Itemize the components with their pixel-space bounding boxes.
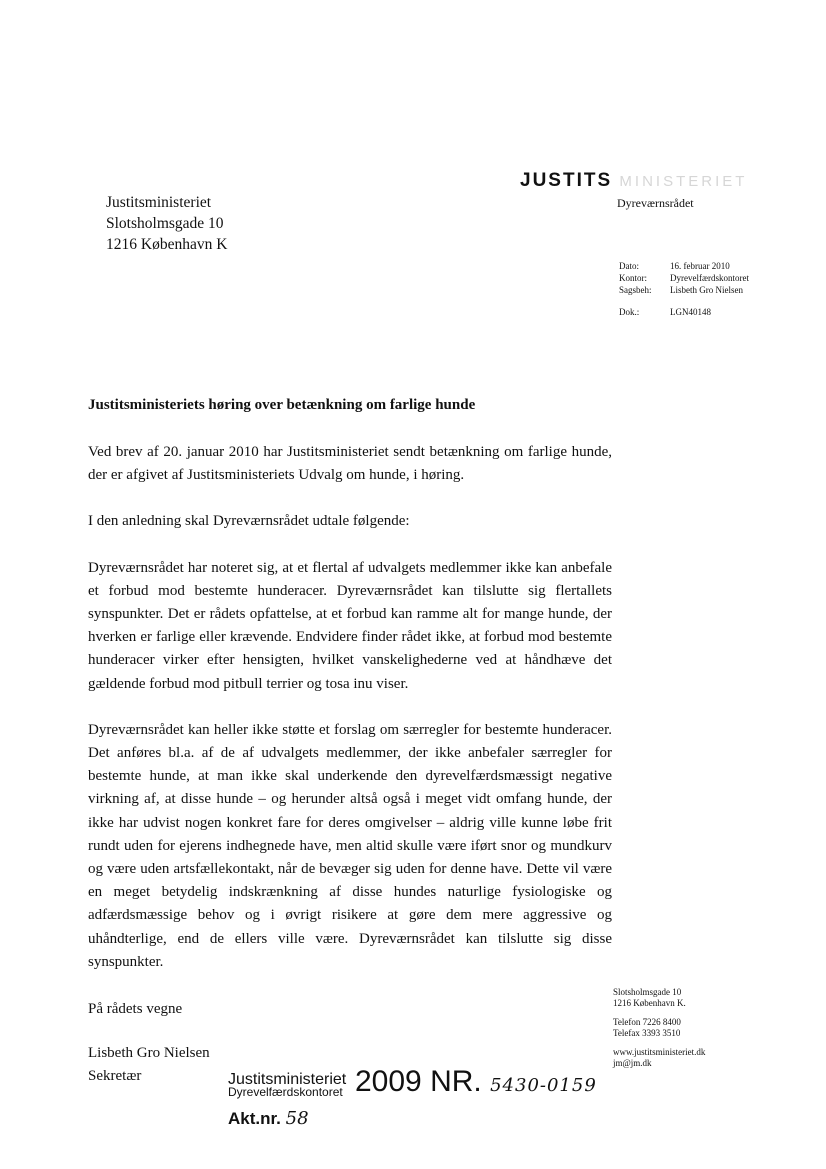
footer-address-2: 1216 København K.: [613, 998, 686, 1008]
department-name: Dyreværnsrådet: [617, 196, 694, 210]
meta-label: Kontor:: [619, 273, 647, 283]
footer-web: www.justitsministeriet.dk: [613, 1047, 706, 1057]
receipt-stamp-number: [355, 1065, 597, 1099]
meta-value: Lisbeth Gro Nielsen: [670, 285, 743, 295]
logo-light-text: MINISTERIET: [619, 173, 748, 190]
signature-block: [88, 998, 210, 1088]
footer-phone: Telefon 7226 8400: [613, 1017, 681, 1027]
logo-bold-text: JUSTITS: [520, 170, 613, 191]
stamp-office: Dyrevelfærdskontoret: [228, 1085, 343, 1099]
footer-email: jm@jm.dk: [613, 1058, 652, 1068]
meta-value: LGN40148: [670, 307, 711, 317]
recipient-address: [106, 192, 227, 255]
akt-number-stamp: [228, 1108, 309, 1129]
letter-subject: Justitsministeriets høring over betænkning om farlige hunde: [88, 397, 476, 413]
meta-value: Dyrevelfærdskontoret: [670, 273, 749, 283]
letter-body: [88, 441, 612, 997]
recipient-line-3: 1216 København K: [106, 236, 228, 253]
signer-title: Sekretær: [88, 1068, 142, 1084]
body-paragraph: Ved brev af 20. januar 2010 har Justitsministeriet sendt betænkning om farlige hunde, der er afgivet af Justitsministeriets Udvalg om hunde, i høring.: [88, 444, 612, 484]
letter-meta: [619, 260, 749, 318]
body-paragraph: I den anledning skal Dyreværnsrådet udtale følgende:: [88, 513, 410, 530]
meta-value: 16. februar 2010: [670, 261, 730, 271]
akt-number: 58: [285, 1108, 309, 1129]
recipient-line-1: Justitsministeriet: [106, 194, 212, 211]
meta-label: Dato:: [619, 261, 639, 271]
footer-fax: Telefax 3393 3510: [613, 1028, 681, 1038]
body-paragraph: Dyreværnsrådet kan heller ikke støtte et forslag om særregler for bestemte hunderacer. Det anføres bl.a. af de af udvalgets medlemmer, der ikke anbefaler særregler for bestemte hunde, at man ikke skal underkende den dyrevelfærdsmæssigt negative virkning af, at disse hunde – og herunder altså også i meget vidt omfang hunde, der ikke har udvist nogen konkret fare for deres omgivelser – aldrig ville kunne løbe frit rundt uden for ejerens indhegnede have, men altid skulle være iført snor og mundkurv og være uden artsfællekontakt, når de bevæger sig uden for denne have. Dette vil være en meget betydelig indskrænkning af disse hundes naturlige fysiologiske og adfærdsmæssige behov og i øvrigt risikere at gøre dem mere aggressive og uhåndterlige, end de ellers ville være. Dyreværnsrådet kan tilslutte sig disse synspunkter.: [88, 721, 612, 970]
ministry-logo: [520, 170, 747, 192]
stamp-year-nr: 2009 NR.: [355, 1065, 482, 1098]
meta-label: Dok.:: [619, 307, 640, 317]
ministry-contact: [613, 987, 705, 1069]
recipient-line-2: Slotsholmsgade 10: [106, 215, 224, 232]
signer-name: Lisbeth Gro Nielsen: [88, 1045, 210, 1061]
footer-address-1: Slotsholmsgade 10: [613, 987, 682, 997]
stamp-case-number: 5430-0159: [490, 1075, 597, 1096]
akt-label: Akt.nr.: [228, 1109, 281, 1128]
body-paragraph: Dyreværnsrådet har noteret sig, at et flertal af udvalgets medlemmer ikke kan anbefale et forbud mod bestemte hunderacer. Dyreværnsrådet kan tilslutte sig flertallets synspunkter. Det er rådets opfattelse, at et forbud kan ramme alt for mange hunde, der hverken er farlige eller krævende. Endvidere finder rådet ikke, at forbud mod bestemte hunderacer virker efter hensigten, hvilket vanskelighederne ved at håndhæve det gældende forbud mod pitbull terrier og tosa inu viser.: [88, 559, 612, 692]
stamp-org: Justitsministeriet: [228, 1071, 347, 1088]
meta-label: Sagsbeh:: [619, 285, 652, 295]
receipt-stamp-org: [228, 1073, 346, 1099]
closing-text: På rådets vegne: [88, 1001, 183, 1017]
